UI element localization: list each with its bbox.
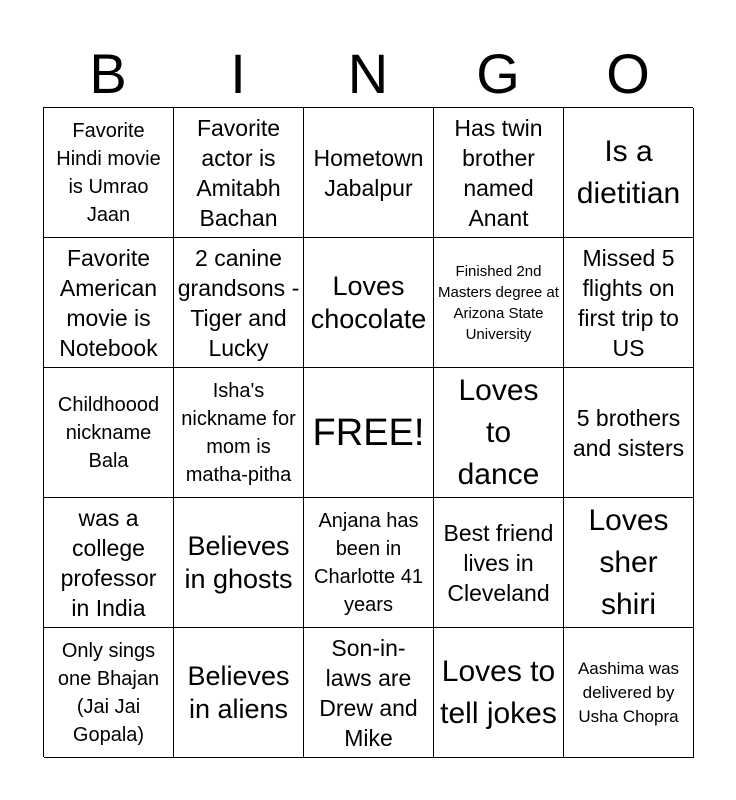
header-letter-o: O bbox=[606, 42, 650, 105]
header-letter-n: N bbox=[347, 42, 389, 105]
bingo-cell[interactable] bbox=[44, 368, 174, 498]
bingo-cell[interactable] bbox=[174, 368, 304, 498]
bingo-cell[interactable] bbox=[434, 368, 564, 498]
bingo-cell[interactable] bbox=[174, 628, 304, 758]
bingo-cell[interactable] bbox=[44, 498, 174, 628]
bingo-cell[interactable] bbox=[434, 628, 564, 758]
bingo-cell[interactable] bbox=[564, 238, 694, 368]
bingo-cell[interactable] bbox=[304, 498, 434, 628]
cell-text: Believes in ghosts bbox=[184, 530, 293, 594]
bingo-cell[interactable] bbox=[304, 628, 434, 758]
bingo-cell[interactable] bbox=[564, 108, 694, 238]
cell-text: Finished 2nd Masters degree at Arizona State University bbox=[438, 262, 559, 343]
bingo-cell[interactable] bbox=[304, 238, 434, 368]
cell-text: was a college professor in India bbox=[60, 504, 157, 621]
bingo-cell-free[interactable] bbox=[304, 368, 434, 498]
bingo-cell[interactable] bbox=[564, 368, 694, 498]
cell-text: Believes in aliens bbox=[187, 660, 290, 724]
cell-text: Anjana has been in Charlotte 41 years bbox=[314, 509, 423, 616]
cell-text: Aashima was delivered by Usha Chopra bbox=[577, 658, 680, 726]
cell-text: Hometown Jabalpur bbox=[313, 144, 424, 201]
free-space-text: FREE! bbox=[312, 411, 425, 454]
cell-text: Favorite American movie is Notebook bbox=[59, 244, 158, 361]
cell-text: Favorite actor is Amitabh Bachan bbox=[196, 114, 281, 231]
header-letter-i: I bbox=[230, 42, 246, 105]
cell-text: Loves sher shiri bbox=[588, 503, 669, 621]
bingo-cell[interactable] bbox=[44, 628, 174, 758]
cell-text: Isha's nickname for mom is matha-pitha bbox=[181, 379, 296, 486]
cell-text: Loves to dance bbox=[457, 373, 540, 491]
cell-text: Best friend lives in Cleveland bbox=[443, 519, 554, 606]
header-letter-b: B bbox=[89, 42, 127, 105]
cell-text: Favorite Hindi movie is Umrao Jaan bbox=[56, 119, 161, 226]
bingo-cell[interactable] bbox=[44, 108, 174, 238]
bingo-cell[interactable] bbox=[434, 238, 564, 368]
cell-text: Son-in-laws are Drew and Mike bbox=[319, 634, 418, 751]
bingo-cell[interactable] bbox=[564, 628, 694, 758]
bingo-cell[interactable] bbox=[44, 238, 174, 368]
cell-text: Missed 5 flights on first trip to US bbox=[578, 244, 679, 361]
bingo-cell[interactable] bbox=[174, 238, 304, 368]
cell-text: 2 canine grandsons - Tiger and Lucky bbox=[177, 244, 300, 361]
bingo-cell[interactable] bbox=[304, 108, 434, 238]
bingo-cell[interactable] bbox=[434, 498, 564, 628]
bingo-cell[interactable] bbox=[174, 108, 304, 238]
cell-text: Has twin brother named Anant bbox=[454, 114, 543, 231]
cell-text: Only sings one Bhajan (Jai Jai Gopala) bbox=[57, 639, 160, 746]
cell-text: 5 brothers and sisters bbox=[572, 404, 685, 461]
cell-text: Loves to tell jokes bbox=[440, 654, 557, 730]
cell-text: Childhoood nickname Bala bbox=[57, 393, 160, 472]
header-letter-g: G bbox=[476, 42, 520, 105]
bingo-cell[interactable] bbox=[434, 108, 564, 238]
bingo-board bbox=[43, 107, 693, 757]
bingo-cell[interactable] bbox=[174, 498, 304, 628]
cell-text: Loves chocolate bbox=[310, 270, 427, 334]
bingo-cell[interactable] bbox=[564, 498, 694, 628]
cell-text: Is a dietitian bbox=[576, 134, 681, 210]
bingo-header bbox=[43, 40, 693, 108]
